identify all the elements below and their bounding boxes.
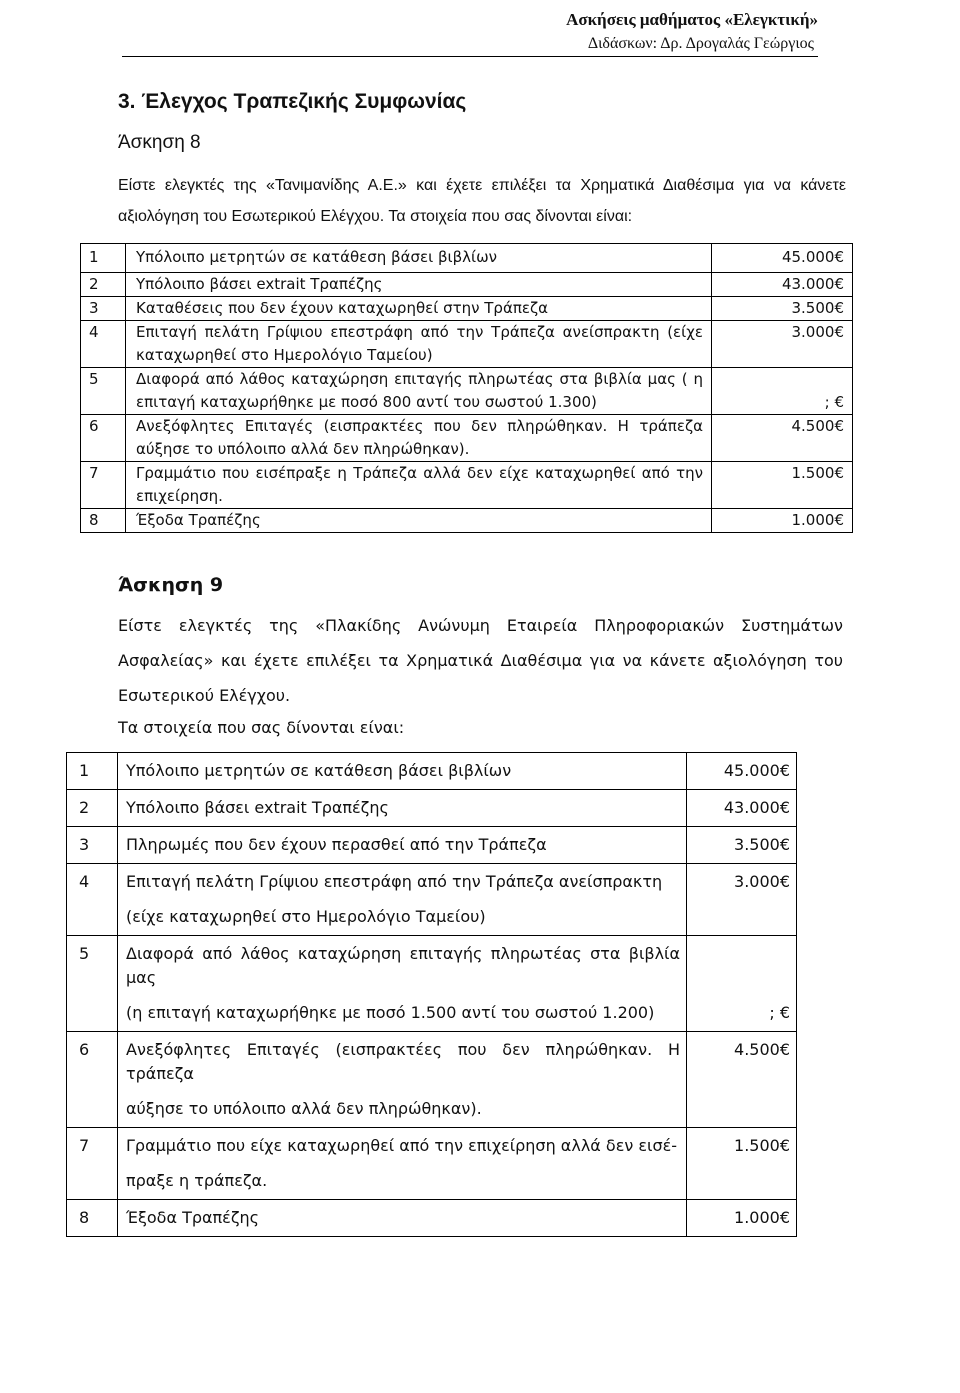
exercise-9-title: Άσκηση 9 — [118, 574, 224, 596]
row-description — [118, 1200, 687, 1237]
table-row — [67, 753, 797, 790]
row-description-line1: Υπόλοιπο μετρητών σε κατάθεση βάσει βιβλίων — [126, 761, 512, 780]
exercise-8-title: Άσκηση 8 — [118, 132, 201, 153]
row-description: Διαφορά από λάθος καταχώρηση επιταγής πληρωτέας στα βιβλία μας ( η επιταγή καταχωρήθηκε με ποσό 800 αντί του σωστού 1.300) — [126, 368, 712, 415]
row-description — [118, 753, 687, 790]
document-header-instructor: Διδάσκων: Δρ. Δρογαλάς Γεώργιος — [587, 35, 814, 52]
row-amount: 45.000€ — [687, 753, 797, 790]
row-amount: 1.000€ — [712, 509, 853, 533]
table-row — [81, 244, 853, 273]
header-divider — [122, 56, 818, 57]
table-row — [81, 321, 853, 368]
document-header-title: Ασκήσεις μαθήματος «Ελεγκτική» — [566, 10, 818, 29]
exercise-9-table — [66, 752, 797, 1237]
row-description-line1: Υπόλοιπο βάσει extrait Τραπέζης — [126, 798, 389, 817]
row-amount: 45.000€ — [712, 244, 853, 273]
row-number: 5 — [81, 368, 126, 415]
table-row — [67, 790, 797, 827]
row-description: Υπόλοιπο μετρητών σε κατάθεση βάσει βιβλίων — [126, 244, 712, 273]
row-number: 7 — [67, 1128, 118, 1200]
table-row — [67, 936, 797, 1032]
row-description: Έξοδα Τραπέζης — [126, 509, 712, 533]
table-row — [81, 415, 853, 462]
row-amount: ; € — [712, 368, 853, 415]
row-amount: 3.500€ — [712, 297, 853, 321]
row-amount: 43.000€ — [712, 273, 853, 297]
row-number: 4 — [81, 321, 126, 368]
row-amount: 3.500€ — [687, 827, 797, 864]
row-number: 6 — [81, 415, 126, 462]
row-description-line1: Ανεξόφλητες Επιταγές (εισπρακτέες που δεν πληρώθηκαν. Η τράπεζα — [126, 1040, 680, 1083]
exercise-8-table — [80, 243, 853, 533]
row-number: 2 — [81, 273, 126, 297]
table-row — [81, 509, 853, 533]
row-description: Υπόλοιπο βάσει extrait Τραπέζης — [126, 273, 712, 297]
row-description — [118, 1032, 687, 1128]
row-amount: 1.000€ — [687, 1200, 797, 1237]
row-amount: 1.500€ — [712, 462, 853, 509]
row-description-line1: Επιταγή πελάτη Γρίψιου επεστράφη από την Τράπεζα ανείσπρακτη — [126, 872, 663, 891]
row-amount: 3.000€ — [712, 321, 853, 368]
row-description-line2: αύξησε το υπόλοιπο αλλά δεν πληρώθηκαν). — [126, 1099, 482, 1118]
row-number: 3 — [67, 827, 118, 864]
row-amount: 43.000€ — [687, 790, 797, 827]
row-description-line1: Πληρωμές που δεν έχουν περασθεί από την Τράπεζα — [126, 835, 547, 854]
row-number: 8 — [67, 1200, 118, 1237]
table-row — [67, 1032, 797, 1128]
table-row — [81, 297, 853, 321]
row-description — [118, 864, 687, 936]
row-amount: 3.000€ — [687, 864, 797, 936]
row-description — [118, 790, 687, 827]
row-description-line2: (είχε καταχωρηθεί στο Ημερολόγιο Ταμείου) — [126, 907, 486, 926]
row-number: 8 — [81, 509, 126, 533]
row-description: Γραμμάτιο που εισέπραξε η Τράπεζα αλλά δεν είχε καταχωρηθεί από την επιχείρηση. — [126, 462, 712, 509]
row-amount: 4.500€ — [687, 1032, 797, 1128]
table-row — [81, 273, 853, 297]
row-description: Καταθέσεις που δεν έχουν καταχωρηθεί στην Τράπεζα — [126, 297, 712, 321]
row-number: 6 — [67, 1032, 118, 1128]
row-description-line1: Διαφορά από λάθος καταχώρηση επιταγής πληρωτέας στα βιβλία μας — [126, 944, 680, 987]
row-number: 3 — [81, 297, 126, 321]
section-title: 3. Έλεγχος Τραπεζικής Συμφωνίας — [118, 90, 467, 113]
row-number: 4 — [67, 864, 118, 936]
table-row — [67, 1200, 797, 1237]
row-number: 5 — [67, 936, 118, 1032]
table-row — [67, 1128, 797, 1200]
row-description — [118, 827, 687, 864]
row-description — [118, 1128, 687, 1200]
row-description-line2: πραξε η τράπεζα. — [126, 1171, 268, 1190]
row-description — [118, 936, 687, 1032]
row-number: 1 — [67, 753, 118, 790]
table-row — [67, 827, 797, 864]
row-number: 7 — [81, 462, 126, 509]
row-number: 2 — [67, 790, 118, 827]
exercise-9-given-data-label: Τα στοιχεία που σας δίνονται είναι: — [118, 718, 405, 737]
table-row — [81, 462, 853, 509]
row-description-line1: Έξοδα Τραπέζης — [126, 1208, 260, 1227]
row-amount: ; € — [687, 936, 797, 1032]
table-row — [67, 864, 797, 936]
row-description-line1: Γραμμάτιο που είχε καταχωρηθεί από την επιχείρηση αλλά δεν εισέ- — [126, 1136, 677, 1155]
row-amount: 1.500€ — [687, 1128, 797, 1200]
exercise-8-intro: Είστε ελεγκτές της «Τανιμανίδης Α.Ε.» και έχετε επιλέξει τα Χρηματικά Διαθέσιμα για να κάνετε αξιολόγηση του Εσωτερικού Ελέγχου. Τα στοιχεία που σας δίνονται είναι: — [118, 177, 846, 225]
row-number: 1 — [81, 244, 126, 273]
row-description: Επιταγή πελάτη Γρίψιου επεστράφη από την Τράπεζα ανείσπρακτη (είχε καταχωρηθεί στο Ημερολόγιο Ταμείου) — [126, 321, 712, 368]
row-description: Ανεξόφλητες Επιταγές (εισπρακτέες που δεν πληρώθηκαν. Η τράπεζα αύξησε το υπόλοιπο αλλά δεν πληρώθηκαν). — [126, 415, 712, 462]
exercise-9-intro: Είστε ελεγκτές της «Πλακίδης Ανώνυμη Εταιρεία Πληροφοριακών Συστημάτων Ασφαλείας» και έχετε επιλέξει τα Χρηματικά Διαθέσιμα για να κάνετε αξιολόγηση του Εσωτερικού Ελέγχου. — [118, 616, 843, 705]
row-description-line2: (η επιταγή καταχωρήθηκε με ποσό 1.500 αντί του σωστού 1.200) — [126, 1003, 655, 1022]
table-row — [81, 368, 853, 415]
row-amount: 4.500€ — [712, 415, 853, 462]
